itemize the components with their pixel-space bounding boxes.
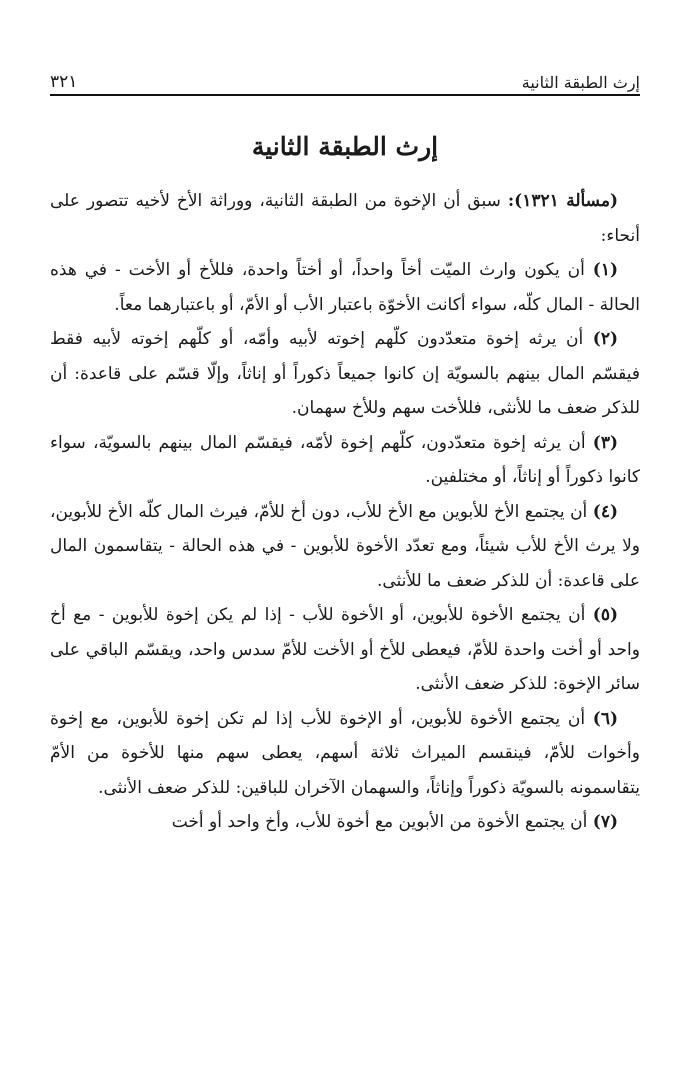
- paragraph: [50, 805, 640, 840]
- paragraph-lead: (٥): [592, 605, 618, 625]
- paragraph-lead: (٤): [592, 501, 618, 522]
- paragraph-lead: (١): [592, 260, 618, 280]
- header-rule: [50, 94, 640, 96]
- paragraph-text: أن يرثه إخوة متعدّدون كلّهم إخوته لأبيه وأمّه، أو كلّهم إخوته لأبيه فقط فيقسّم المال بينهم بالسويّة إن كانوا جميعاً ذكوراً أو إناثاً، وإلّا قسّم على قاعدة: أن للذكر ضعف ما للأنثى، فللأخت سهم وللأخ سهمان.: [50, 329, 640, 418]
- paragraph: [50, 184, 640, 253]
- paragraph-lead: (مسألة ١٣٢١):: [507, 191, 618, 211]
- paragraph-lead: (٧): [592, 812, 618, 832]
- paragraph: [50, 253, 640, 322]
- paragraph: [50, 495, 640, 599]
- paragraph-lead: (٦): [592, 708, 618, 729]
- page-number: ٣٢١: [50, 72, 78, 92]
- running-header: [50, 66, 640, 92]
- paragraph: [50, 702, 640, 806]
- running-title: إرث الطبقة الثانية: [521, 73, 640, 92]
- paragraph-text: أن يجتمع الأخوة للأبوين، أو الأخوة للأب - إذا لم يكن إخوة للأبوين - مع أخ واحد أو أخت واحدة للأمّ، فيعطى للأخ أو الأخت للأمّ سدس واحد، ويقسّم الباقي على سائر الإخوة: للذكر ضعف الأنثى.: [50, 605, 640, 694]
- paragraph-lead: (٢): [592, 329, 618, 349]
- paragraph-text: سبق أن الإخوة من الطبقة الثانية، ووراثة الأخ لأخيه تتصور على أنحاء:: [50, 191, 640, 246]
- section-title: إرث الطبقة الثانية: [251, 132, 439, 161]
- paragraph-text: أن يرثه إخوة متعدّدون، كلّهم إخوة لأمّه، فيقسّم المال بينهم بالسويّة، سواء كانوا ذكوراً أو إناثاً، أو مختلفين.: [50, 432, 640, 487]
- paragraph: [50, 322, 640, 426]
- paragraph-lead: (٣): [592, 432, 618, 453]
- paragraph: [50, 598, 640, 702]
- paragraph-text: أن يجتمع الأخوة من الأبوين مع أخوة للأب، وأخ واحد أو أخت: [171, 812, 593, 832]
- paragraph-text: أن يجتمع الأخوة للأبوين، أو الإخوة للأب إذا لم تكن إخوة للأبوين، مع إخوة وأخوات للأمّ، فينقسم الميراث ثلاثة أسهم، يعطى سهم منها للأخوة من الأمّ يتقاسمونه بالسويّة ذكوراً وإناثاً، والسهمان الآخران للباقين: للذكر ضعف الأنثى.: [50, 708, 640, 798]
- paragraph: [50, 426, 640, 495]
- paragraph-text: أن يجتمع الأخ للأبوين مع الأخ للأب، دون أخ للأمّ، فيرث المال كلّه الأخ للأبوين، ولا يرث الأخ للأب شيئاً، ومع تعدّد الأخوة للأبوين - في هذه الحالة - يتقاسمون المال على قاعدة: أن للذكر ضعف ما للأنثى.: [50, 501, 640, 591]
- body-text: [50, 184, 640, 840]
- paragraph-text: أن يكون وارث الميّت أخاً واحداً، أو أختاً واحدة، فللأخ أو الأخت - في هذه الحالة - المال كلّه، سواء أكانت الأخوّة باعتبار الأب أو الأمّ، أو باعتبارهما معاً.: [50, 260, 640, 315]
